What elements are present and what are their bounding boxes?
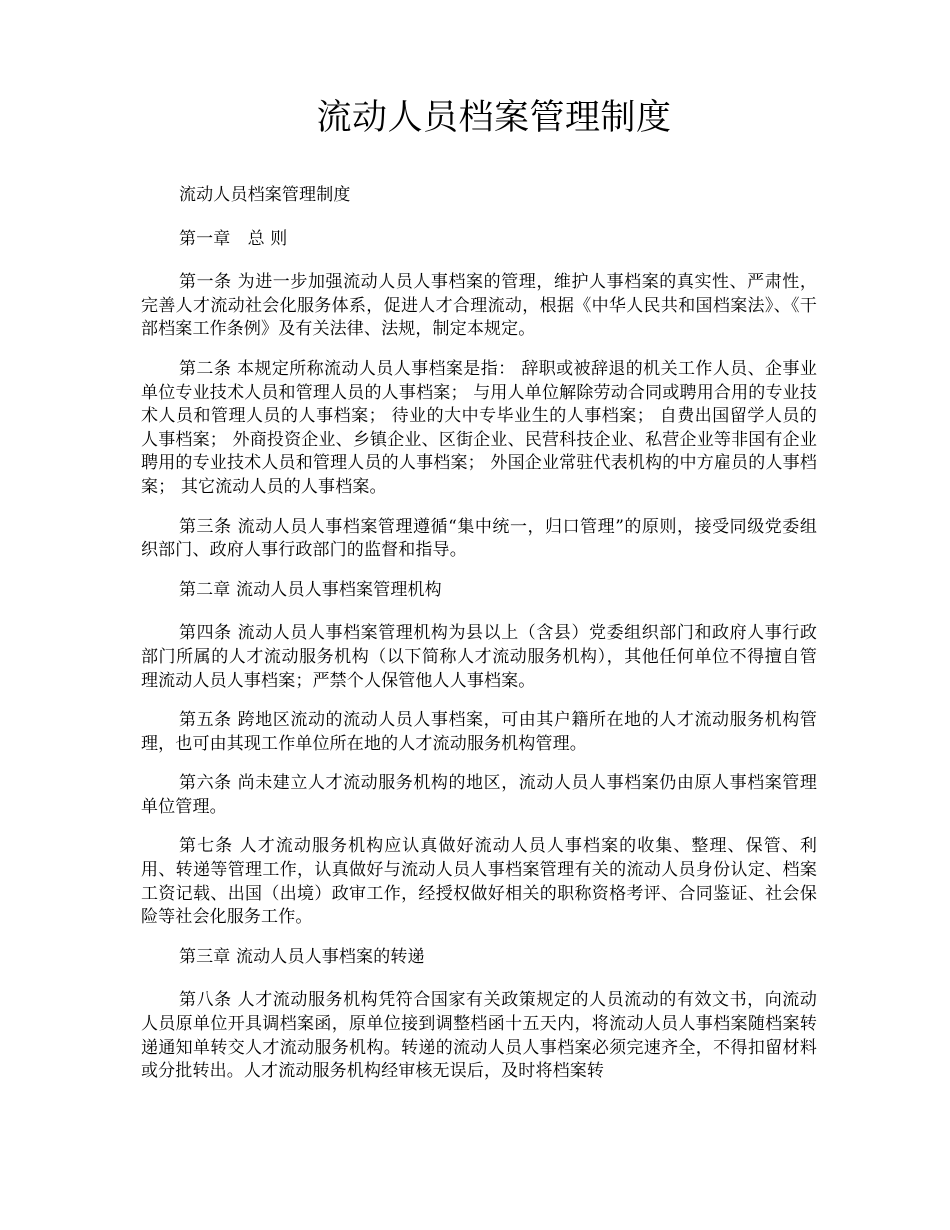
article-5: 第五条 跨地区流动的流动人员人事档案，可由其户籍所在地的人才流动服务机构管理，也可由其现工作单位所在地的人才流动服务机构管理。	[141, 710, 817, 754]
article-3: 第三条 流动人员人事档案管理遵循“集中统一，归口管理”的原则，接受同级党委组织部门、政府人事行政部门的监督和指导。	[141, 516, 817, 561]
chapter-3-heading: 第三章 流动人员人事档案的转递	[179, 946, 425, 967]
document-title: 流动人员档案管理制度	[316, 98, 672, 138]
document-body	[141, 184, 817, 1100]
article-7: 第七条 人才流动服务机构应认真做好流动人员人事档案的收集、整理、保管、利用、转递等管理工作，认真做好与流动人员人事档案管理有关的流动人员身份认定、档案工资记载、出国（出境）政审工作，经授权做好相关的职称资格考评、合同鉴证、社会保险等社会化服务工作。	[141, 836, 817, 928]
article-1: 第一条 为进一步加强流动人员人事档案的管理，维护人事档案的真实性、严肃性，完善人才流动社会化服务体系，促进人才合理流动，根据《中华人民共和国档案法》、《干部档案工作条例》及有关法律、法规，制定本规定。	[141, 272, 817, 340]
article-6: 第六条 尚未建立人才流动服务机构的地区，流动人员人事档案仍由原人事档案管理单位管理。	[141, 773, 817, 817]
article-4: 第四条 流动人员人事档案管理机构为县以上（含县）党委组织部门和政府人事行政部门所属的人才流动服务机构（以下简称人才流动服务机构），其他任何单位不得擅自管理流动人员人事档案；严禁个人保管他人人事档案。	[141, 623, 817, 691]
chapter-2-heading: 第二章 流动人员人事档案管理机构	[179, 579, 442, 600]
article-8: 第八条 人才流动服务机构凭符合国家有关政策规定的人员流动的有效文书，向流动人员原单位开具调档案函，原单位接到调整档函十五天内，将流动人员人事档案随档案转递通知单转交人才流动服务机构。转递的流动人员人事档案必须完速齐全，不得扣留材料或分批转出。人才流动服务机构经审核无误后，及时将档案转	[141, 990, 817, 1082]
intro-title-paragraph: 流动人员档案管理制度	[179, 185, 351, 205]
article-2: 第二条 本规定所称流动人员人事档案是指： 辞职或被辞退的机关工作人员、企事业单位专业技术人员和管理人员的人事档案； 与用人单位解除劳动合同或聘用合用的专业技术人员和管理人员的人事档案； 待业的大中专毕业生的人事档案； 自费出国留学人员的人事档案； 外商投资企业、乡镇企业、区街企业、民营科技企业、私营企业等非国有企业聘用的专业技术人员和管理人员的人事档案； 外国企业常驻代表机构的中方雇员的人事档案； 其它流动人员的人事档案。	[141, 358, 817, 497]
chapter-1-heading: 第一章 总 则	[179, 228, 288, 249]
